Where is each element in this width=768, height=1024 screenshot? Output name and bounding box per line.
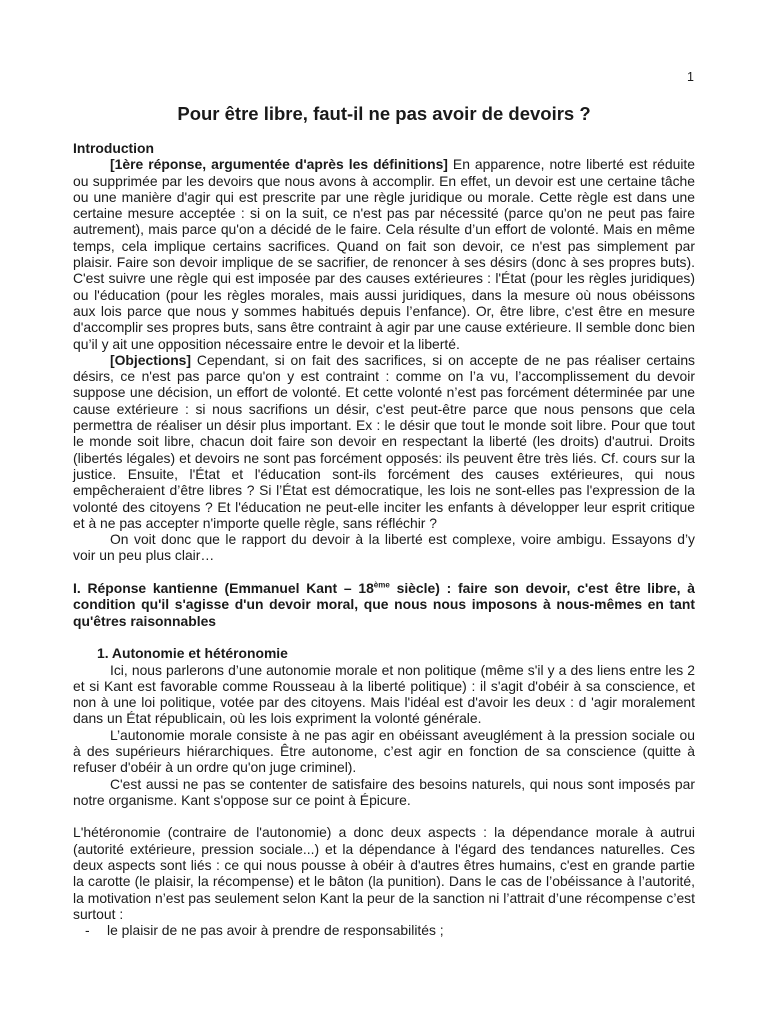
document-body xyxy=(73,140,695,939)
section-1-paragraph-3: C'est aussi ne pas se contenter de satisfaire des besoins naturels, qui nous sont imposés par notre organisme. Kant s'oppose sur ce point à Épicure. xyxy=(73,775,695,808)
section-1-heading xyxy=(73,580,695,629)
intro-paragraph-2-text: Cependant, si on fait des sacrifices, si on accepte de ne pas réaliser certains désirs, ce n'est pas parce qu'on y est contraint : comme on l’a vu, l’accomplissement du devoir suppose une décision, un effort de volonté. Et cette volonté n’est pas forcément déterminée par une cause extérieure : si nous sacrifions un désir, c'est peut-être parce que nous pensons que cela permettra de réaliser un désir plus important. Ex : le désir que tout le monde soit libre. Pour que tout le monde soit libre, chacun doit faire son devoir en respectant la liberté (les droits) d'autrui. Droits (libertés légales) et devoirs ne sont pas forcément opposés: ils peuvent être très liés. Cf. cours sur la justice. Ensuite, l'État et l'éducation sont-ils forcément des causes extérieures, qui nous empêcheraient d’être libres ? Si l’État est démocratique, les lois ne sont-elles pas l'expression de la volonté des citoyens ? Et l'éducation ne peut-elle inciter les enfants à développer leur esprit critique et à ne pas accepter n'importe quelle règle, sans réfléchir ? xyxy=(73,351,695,531)
spacer xyxy=(73,629,695,645)
section-1-heading-superscript: ème xyxy=(373,580,390,590)
list-item xyxy=(73,922,695,938)
intro-paragraph-1-label: [1ère réponse, argumentée d'après les définitions] xyxy=(110,156,448,173)
page-number: 1 xyxy=(687,70,694,84)
section-1-paragraph-1: Ici, nous parlerons d’une autonomie morale et non politique (même s'il y a des liens entre les 2 et si Kant est favorable comme Rousseau à la liberté politique) : il s'agit d'obéir à sa conscience, et non à une loi politique, votée par des citoyens. Mais l'idéal est d'avoir les deux : d 'agir moralement dans un État républicain, où les lois expriment la volonté générale. xyxy=(73,661,695,727)
intro-heading: Introduction xyxy=(73,140,155,156)
page-title: Pour être libre, faut-il ne pas avoir de devoirs ? xyxy=(177,103,591,124)
spacer xyxy=(73,808,695,824)
bullet-dash: - xyxy=(85,922,90,939)
section-1-heading-start: I. Réponse kantienne (Emmanuel Kant – 18 xyxy=(73,580,374,597)
intro-paragraph-1 xyxy=(73,156,695,352)
spacer xyxy=(73,564,695,580)
section-1-paragraph-4: L'hétéronomie (contraire de l'autonomie) a donc deux aspects : la dépendance morale à autrui (autorité extérieure, pression sociale...) et la dépendance à l'égard des tendances naturelles. Ces deux aspects sont liés : ce qui nous pousse à obéir à d'autres êtres humains, c'est en grande partie la carotte (le plaisir, la récompense) et le bâton (la punition). Dans le cas de l’obéissance à l’autorité, la motivation n’est pas seulement selon Kant la peur de la sanction ni l’attrait d’une récompense c’est surtout : xyxy=(73,824,695,922)
intro-paragraph-1-text: En apparence, notre liberté est réduite ou supprimée par les devoirs que nous avons à accomplir. En effet, un devoir est une certaine tâche ou une manière d'agir qui est prescrite par une règle juridique ou morale. Cette règle est dans une certaine mesure acceptée : si on la suit, ce n'est pas par nécessité (parce qu'on ne peut pas faire autrement), mais parce qu'on a décidé de le faire. Cela résulte d’un effort de volonté. Mais en même temps, cela implique certains sacrifices. Quand on fait son devoir, ce n'est pas simplement par plaisir. Faire son devoir implique de se sacrifier, de renoncer à ses désirs (donc à ses propres buts). C'est suivre une règle qui est imposée par des causes extérieures : l'État (pour les règles juridiques) ou l'éducation (pour les règles morales, mais aussi juridiques, dans la mesure où nous obéissons aux lois parce que nous y sommes habitués depuis l’enfance). Or, être libre, c'est être en mesure d'accomplir ses propres buts, sans être contraint à agir par une cause extérieure. Il semble donc bien qu’il y ait une opposition nécessaire entre le devoir et la liberté. xyxy=(73,156,695,352)
intro-paragraph-3: On voit donc que le rapport du devoir à la liberté est complexe, voire ambigu. Essayons d’y voir un peu plus clair… xyxy=(73,531,695,564)
intro-paragraph-2 xyxy=(73,352,695,531)
section-1-heading-end: siècle) : faire son devoir, c'est être libre, à condition qu'il s'agisse d'un devoir moral, que nous nous imposons à nous-mêmes en tant qu'êtres raisonnables xyxy=(73,580,695,629)
subsection-1-heading: 1. Autonomie et hétéronomie xyxy=(97,645,288,662)
intro-paragraph-2-label: [Objections] xyxy=(110,351,192,368)
list-item-text: le plaisir de ne pas avoir à prendre de responsabilités ; xyxy=(107,922,444,939)
section-1-paragraph-2: L’autonomie morale consiste à ne pas agir en obéissant aveuglément à la pression sociale ou à des supérieurs hiérarchiques. Être autonome, c’est agir en fonction de sa conscience (quitte à refuser d'obéir à un ordre qu'on juge criminel). xyxy=(73,726,695,776)
